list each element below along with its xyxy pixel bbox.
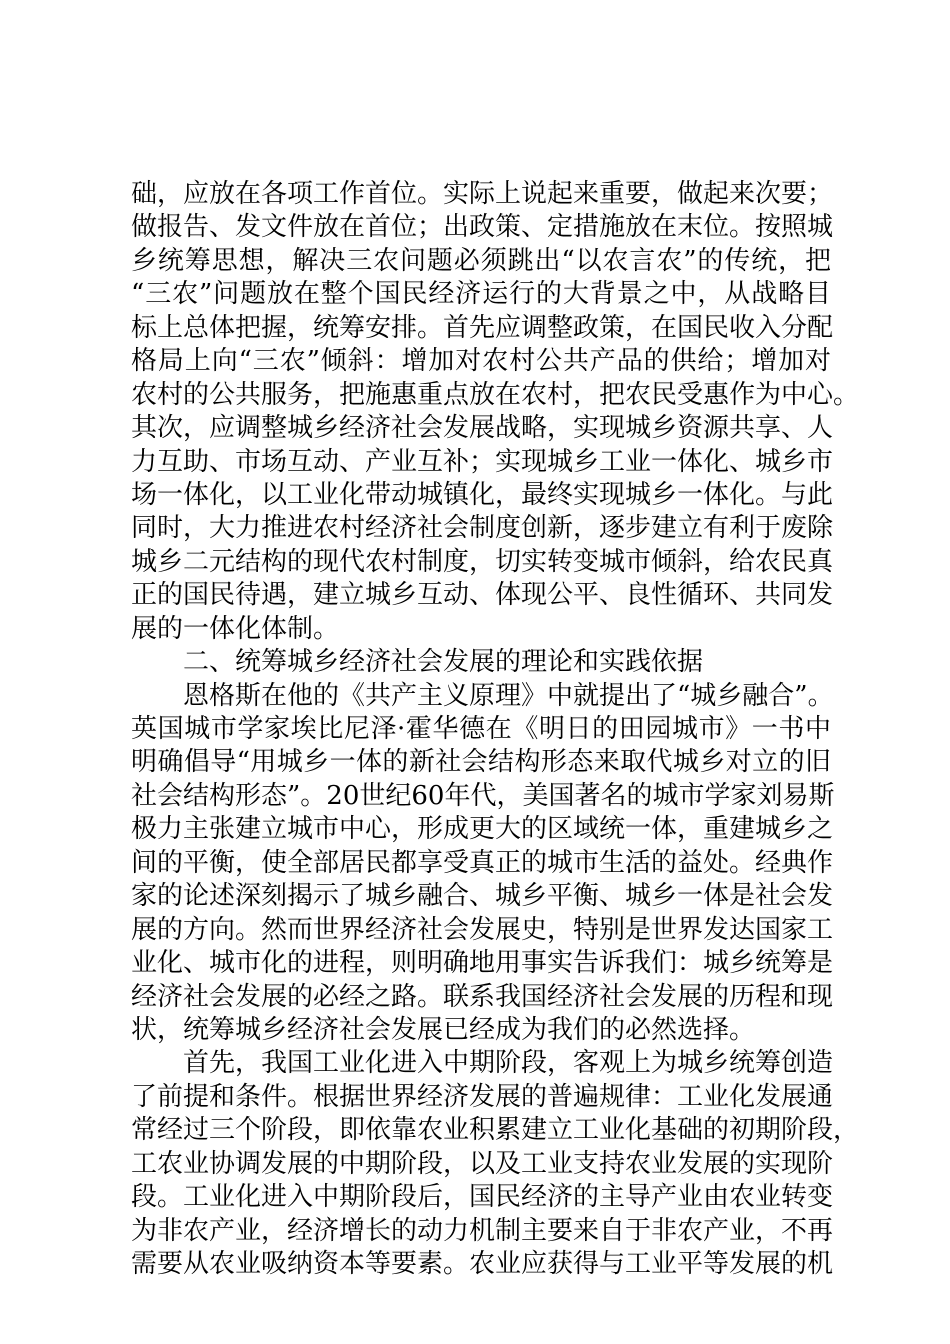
- text-line: 社会结构形态”。20世纪60年代，美国著名的城市学家刘易斯: [131, 780, 835, 811]
- text-line: 经济社会发展的必经之路。联系我国经济社会发展的历程和现: [131, 981, 834, 1012]
- text-line: 间的平衡，使全部居民都享受真正的城市生活的益处。经典作: [131, 847, 834, 878]
- text-line: 家的论述深刻揭示了城乡融合、城乡平衡、城乡一体是社会发: [131, 881, 834, 912]
- text-line: 正的国民待遇，建立城乡互动、体现公平、良性循环、共同发: [131, 580, 834, 611]
- paragraph-first-reason: [131, 1047, 860, 1281]
- text-line: 首先，我国工业化进入中期阶段，客观上为城乡统筹创造: [183, 1048, 834, 1079]
- section-heading: [131, 646, 831, 679]
- text-line: 二、统筹城乡经济社会发展的理论和实践依据: [183, 647, 704, 678]
- paragraph-theory: [131, 680, 835, 1048]
- text-line: 标上总体把握，统筹安排。首先应调整政策，在国民收入分配: [131, 312, 834, 343]
- text-line: 农村的公共服务，把施惠重点放在农村，把农民受惠作为中心。: [131, 379, 860, 410]
- text-line: “三农”问题放在整个国民经济运行的大背景之中，从战略目: [131, 279, 831, 310]
- paragraph-continuation: [131, 178, 860, 646]
- text-line: 业化、城市化的进程，则明确地用事实告诉我们：城乡统筹是: [131, 948, 834, 979]
- text-line: 同时，大力推进农村经济社会制度创新，逐步建立有利于废除: [131, 513, 834, 544]
- text-line: 恩格斯在他的《共产主义原理》中就提出了“城乡融合”。: [183, 680, 834, 711]
- text-line: 城乡二元结构的现代农村制度，切实转变城市倾斜，给农民真: [131, 546, 834, 577]
- text-line: 英国城市学家埃比尼泽·霍华德在《明日的田园城市》一书中: [131, 714, 831, 744]
- text-line: 常经过三个阶段，即依靠农业积累建立工业化基础的初期阶段，: [131, 1115, 860, 1146]
- text-line: 需要从农业吸纳资本等要素。农业应获得与工业平等发展的机: [131, 1249, 834, 1279]
- text-line: 础，应放在各项工作首位。实际上说起来重要，做起来次要；: [131, 179, 834, 209]
- document-body: [131, 178, 860, 1281]
- text-line: 状，统筹城乡经济社会发展已经成为我们的必然选择。: [131, 1014, 756, 1045]
- text-line: 工农业协调发展的中期阶段，以及工业支持农业发展的实现阶: [131, 1148, 834, 1179]
- text-line: 力互助、市场互动、产业互补；实现城乡工业一体化、城乡市: [131, 446, 834, 477]
- text-line: 展的方向。然而世界经济社会发展史，特别是世界发达国家工: [131, 914, 834, 945]
- text-line: 场一体化，以工业化带动城镇化，最终实现城乡一体化。与此: [131, 479, 834, 510]
- text-line: 极力主张建立城市中心，形成更大的区域统一体，重建城乡之: [131, 814, 834, 845]
- text-line: 明确倡导“用城乡一体的新社会结构形态来取代城乡对立的旧: [131, 747, 831, 778]
- text-line: 展的一体化体制。: [131, 613, 340, 644]
- text-line: 其次，应调整城乡经济社会发展战略，实现城乡资源共享、人: [131, 413, 834, 444]
- text-line: 了前提和条件。根据世界经济发展的普遍规律：工业化发展通: [131, 1081, 834, 1112]
- text-line: 为非农产业，经济增长的动力机制主要来自于非农产业，不再: [131, 1215, 834, 1246]
- text-line: 段。工业化进入中期阶段后，国民经济的主导产业由农业转变: [131, 1182, 834, 1213]
- text-line: 格局上向“三农”倾斜：增加对农村公共产品的供给；增加对: [131, 346, 831, 377]
- text-line: 做报告、发文件放在首位；出政策、定措施放在末位。按照城: [131, 212, 834, 243]
- text-line: 乡统筹思想，解决三农问题必须跳出“以农言农”的传统，把: [131, 245, 831, 276]
